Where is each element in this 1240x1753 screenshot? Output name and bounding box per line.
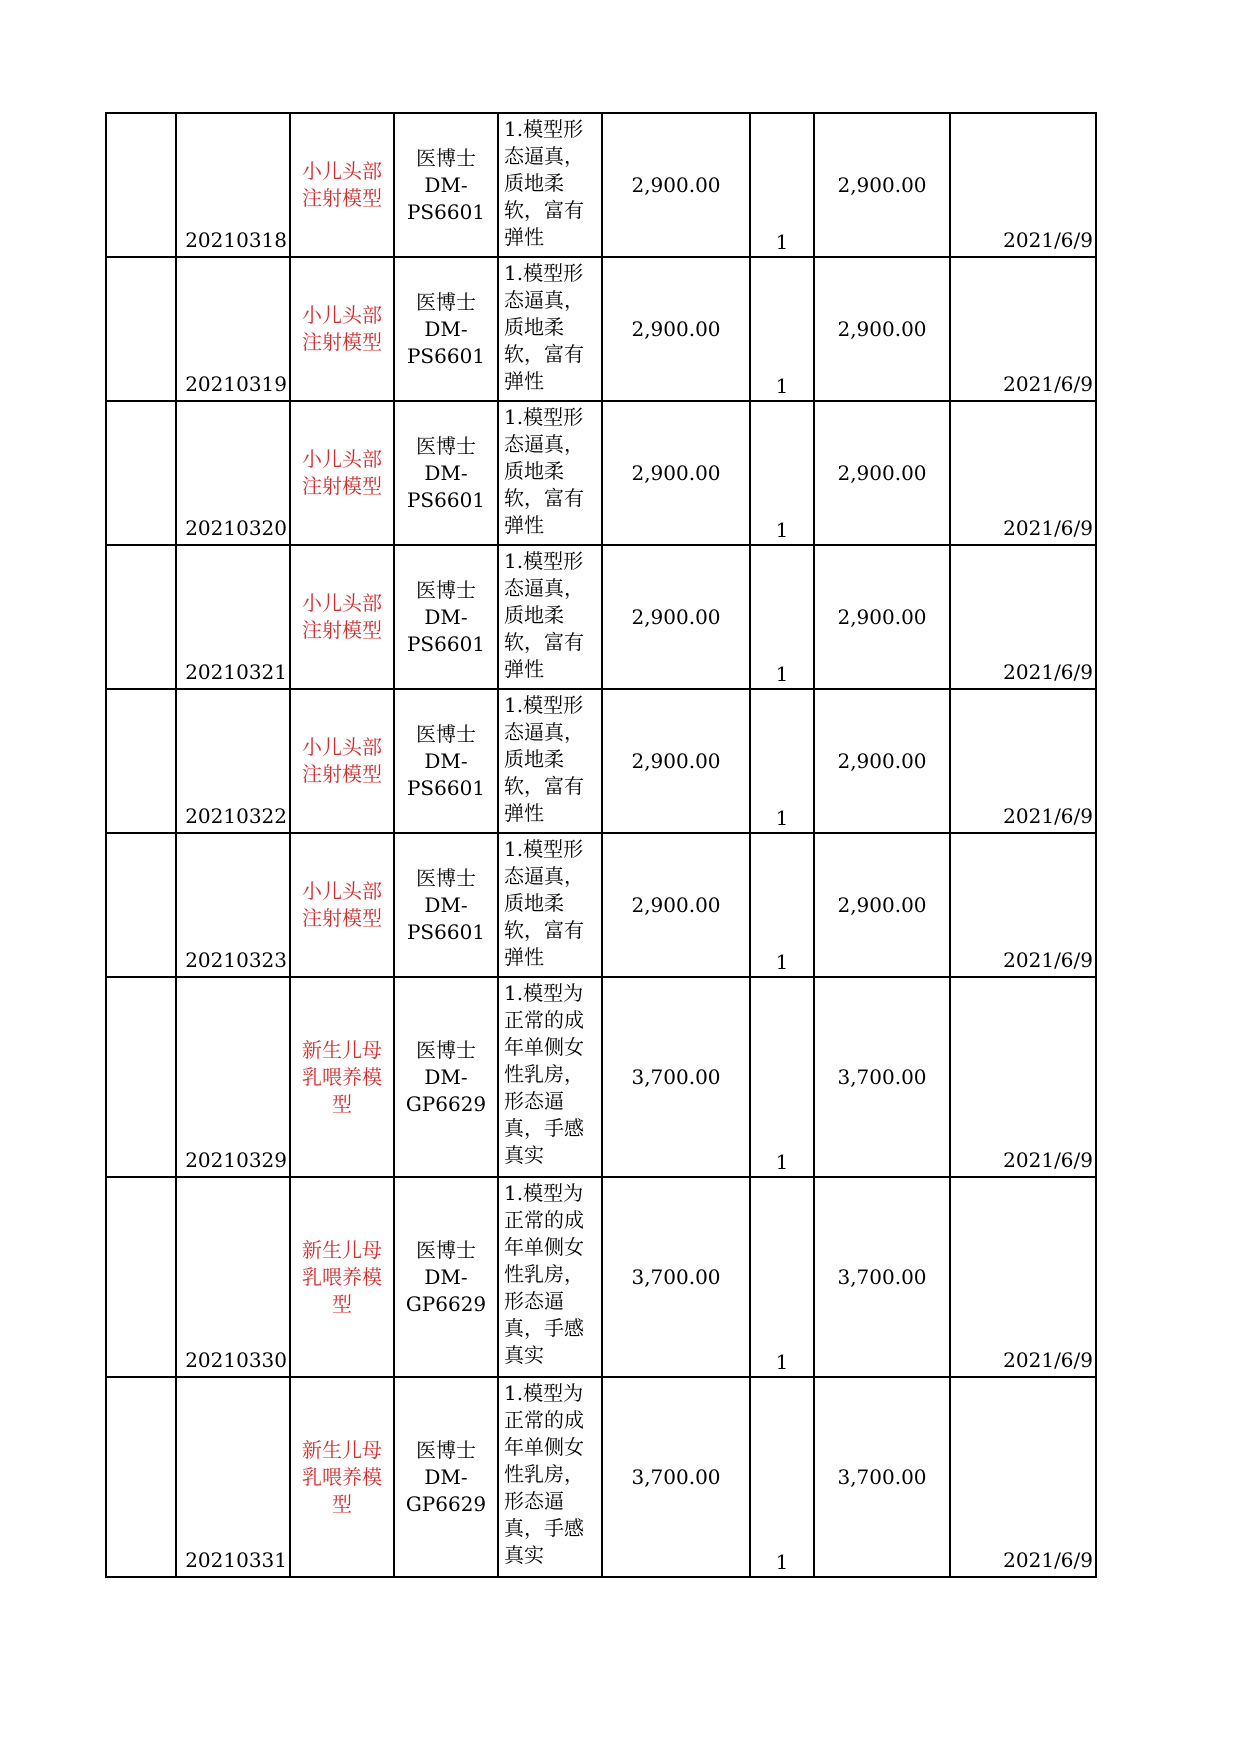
product-name-line: 型 bbox=[332, 1291, 352, 1316]
quantity-cell: 1 bbox=[750, 689, 814, 833]
empty-index-cell bbox=[106, 977, 176, 1177]
spec-description-line: 真实 bbox=[504, 1543, 544, 1567]
quantity-cell: 1 bbox=[750, 401, 814, 545]
spec-description-line: 1.模型形 bbox=[504, 837, 584, 861]
spec-description-line: 质地柔 bbox=[504, 747, 564, 771]
product-name-cell bbox=[290, 545, 394, 689]
spec-description-line: 质地柔 bbox=[504, 315, 564, 339]
product-name-line: 新生儿母 bbox=[302, 1437, 382, 1462]
product-name-cell bbox=[290, 257, 394, 401]
spec-description-line: 性乳房， bbox=[504, 1262, 584, 1286]
spec-description-line: 软，富有 bbox=[504, 918, 584, 942]
spec-description-line: 质地柔 bbox=[504, 603, 564, 627]
product-name-line: 新生儿母 bbox=[302, 1237, 382, 1262]
spec-description-line: 软，富有 bbox=[504, 198, 584, 222]
brand-model-line: PS6601 bbox=[406, 199, 486, 224]
brand-model-line: DM- bbox=[424, 1064, 468, 1089]
brand-model-line: 医博士 bbox=[416, 865, 476, 890]
spec-description-line: 弹性 bbox=[504, 801, 544, 825]
brand-model-line: 医博士 bbox=[416, 433, 476, 458]
empty-index-cell bbox=[106, 545, 176, 689]
equipment-table bbox=[105, 112, 1097, 1578]
spec-description-line: 态逼真， bbox=[504, 720, 584, 744]
date-cell: 2021/6/9 bbox=[950, 257, 1096, 401]
brand-model-cell bbox=[394, 977, 498, 1177]
date-cell: 2021/6/9 bbox=[950, 401, 1096, 545]
spec-description-line: 年单侧女 bbox=[504, 1235, 584, 1259]
spec-description-line: 年单侧女 bbox=[504, 1435, 584, 1459]
product-name-line: 小儿头部 bbox=[302, 735, 382, 759]
quantity-cell: 1 bbox=[750, 1377, 814, 1577]
product-name-line: 乳喂养模 bbox=[302, 1464, 382, 1489]
amount-cell: 3,700.00 bbox=[814, 1377, 950, 1577]
brand-model-line: 医博士 bbox=[416, 721, 476, 746]
brand-model-cell bbox=[394, 257, 498, 401]
brand-model-cell bbox=[394, 401, 498, 545]
empty-index-cell bbox=[106, 833, 176, 977]
spec-description-cell bbox=[498, 113, 602, 257]
quantity-cell: 1 bbox=[750, 257, 814, 401]
unit-price-cell: 2,900.00 bbox=[602, 545, 750, 689]
spec-description-line: 态逼真， bbox=[504, 864, 584, 888]
product-name-line: 小儿头部 bbox=[302, 303, 382, 327]
empty-index-cell bbox=[106, 113, 176, 257]
spec-description-cell bbox=[498, 401, 602, 545]
brand-model-cell bbox=[394, 545, 498, 689]
product-name-cell bbox=[290, 401, 394, 545]
empty-index-cell bbox=[106, 689, 176, 833]
quantity-cell: 1 bbox=[750, 113, 814, 257]
item-code-cell: 20210318 bbox=[176, 113, 290, 257]
amount-cell: 2,900.00 bbox=[814, 113, 950, 257]
table-row bbox=[106, 977, 1096, 1177]
unit-price-cell: 3,700.00 bbox=[602, 1177, 750, 1377]
spec-description-line: 形态逼 bbox=[504, 1489, 564, 1513]
date-cell: 2021/6/9 bbox=[950, 1377, 1096, 1577]
brand-model-line: PS6601 bbox=[406, 343, 486, 368]
brand-model-line: PS6601 bbox=[406, 775, 486, 800]
spec-description-line: 形态逼 bbox=[504, 1289, 564, 1313]
product-name-line: 小儿头部 bbox=[302, 447, 382, 471]
empty-index-cell bbox=[106, 1377, 176, 1577]
amount-cell: 3,700.00 bbox=[814, 977, 950, 1177]
spec-description-line: 弹性 bbox=[504, 225, 544, 249]
spec-description-cell bbox=[498, 1377, 602, 1577]
product-name-cell bbox=[290, 113, 394, 257]
brand-model-line: DM- bbox=[424, 316, 468, 341]
spec-description-line: 1.模型形 bbox=[504, 549, 584, 573]
brand-model-line: GP6629 bbox=[405, 1491, 487, 1516]
spec-description-line: 弹性 bbox=[504, 945, 544, 969]
brand-model-cell bbox=[394, 113, 498, 257]
table-row bbox=[106, 113, 1096, 257]
brand-model-cell bbox=[394, 1377, 498, 1577]
spec-description-line: 1.模型形 bbox=[504, 405, 584, 429]
spec-description-line: 态逼真， bbox=[504, 576, 584, 600]
spec-description-line: 1.模型为 bbox=[504, 1381, 584, 1405]
unit-price-cell: 3,700.00 bbox=[602, 1377, 750, 1577]
date-cell: 2021/6/9 bbox=[950, 545, 1096, 689]
product-name-cell bbox=[290, 689, 394, 833]
product-name-line: 乳喂养模 bbox=[302, 1264, 382, 1289]
unit-price-cell: 3,700.00 bbox=[602, 977, 750, 1177]
date-cell: 2021/6/9 bbox=[950, 113, 1096, 257]
brand-model-line: DM- bbox=[424, 1464, 468, 1489]
item-code-cell: 20210330 bbox=[176, 1177, 290, 1377]
brand-model-cell bbox=[394, 833, 498, 977]
brand-model-cell bbox=[394, 1177, 498, 1377]
product-name-cell bbox=[290, 977, 394, 1177]
product-name-line: 注射模型 bbox=[302, 474, 382, 498]
unit-price-cell: 2,900.00 bbox=[602, 833, 750, 977]
brand-model-line: PS6601 bbox=[406, 919, 486, 944]
product-name-line: 乳喂养模 bbox=[302, 1064, 382, 1089]
unit-price-cell: 2,900.00 bbox=[602, 689, 750, 833]
spec-description-line: 软，富有 bbox=[504, 486, 584, 510]
empty-index-cell bbox=[106, 257, 176, 401]
spec-description-line: 质地柔 bbox=[504, 459, 564, 483]
quantity-cell: 1 bbox=[750, 1177, 814, 1377]
spec-description-line: 弹性 bbox=[504, 657, 544, 681]
quantity-cell: 1 bbox=[750, 833, 814, 977]
spec-description-line: 性乳房， bbox=[504, 1062, 584, 1086]
brand-model-line: DM- bbox=[424, 748, 468, 773]
spec-description-line: 弹性 bbox=[504, 369, 544, 393]
date-cell: 2021/6/9 bbox=[950, 1177, 1096, 1377]
brand-model-line: DM- bbox=[424, 604, 468, 629]
spec-description-line: 1.模型形 bbox=[504, 261, 584, 285]
product-name-line: 小儿头部 bbox=[302, 159, 382, 183]
spec-description-line: 态逼真， bbox=[504, 432, 584, 456]
empty-index-cell bbox=[106, 401, 176, 545]
brand-model-line: 医博士 bbox=[416, 1437, 476, 1462]
product-name-line: 新生儿母 bbox=[302, 1037, 382, 1062]
product-name-line: 型 bbox=[332, 1091, 352, 1116]
product-name-line: 小儿头部 bbox=[302, 879, 382, 903]
table-row bbox=[106, 1377, 1096, 1577]
spec-description-line: 软，富有 bbox=[504, 774, 584, 798]
amount-cell: 2,900.00 bbox=[814, 545, 950, 689]
product-name-cell bbox=[290, 1377, 394, 1577]
item-code-cell: 20210323 bbox=[176, 833, 290, 977]
spec-description-line: 质地柔 bbox=[504, 171, 564, 195]
amount-cell: 2,900.00 bbox=[814, 401, 950, 545]
brand-model-line: GP6629 bbox=[405, 1091, 487, 1116]
brand-model-line: GP6629 bbox=[405, 1291, 487, 1316]
amount-cell: 2,900.00 bbox=[814, 257, 950, 401]
product-name-line: 注射模型 bbox=[302, 618, 382, 642]
product-name-line: 型 bbox=[332, 1491, 352, 1516]
brand-model-line: PS6601 bbox=[406, 631, 486, 656]
spec-description-line: 1.模型形 bbox=[504, 693, 584, 717]
spec-description-line: 真实 bbox=[504, 1143, 544, 1167]
spec-description-cell bbox=[498, 1177, 602, 1377]
unit-price-cell: 2,900.00 bbox=[602, 257, 750, 401]
spec-description-cell bbox=[498, 689, 602, 833]
spec-description-line: 1.模型为 bbox=[504, 1181, 584, 1205]
table-row bbox=[106, 401, 1096, 545]
table-row bbox=[106, 689, 1096, 833]
spec-description-cell bbox=[498, 833, 602, 977]
amount-cell: 3,700.00 bbox=[814, 1177, 950, 1377]
spec-description-cell bbox=[498, 977, 602, 1177]
empty-index-cell bbox=[106, 1177, 176, 1377]
product-name-line: 注射模型 bbox=[302, 330, 382, 354]
quantity-cell: 1 bbox=[750, 545, 814, 689]
spec-description-line: 态逼真， bbox=[504, 288, 584, 312]
table-row bbox=[106, 257, 1096, 401]
brand-model-line: DM- bbox=[424, 1264, 468, 1289]
item-code-cell: 20210329 bbox=[176, 977, 290, 1177]
spec-description-line: 正常的成 bbox=[504, 1208, 584, 1232]
table-row bbox=[106, 1177, 1096, 1377]
spec-description-line: 年单侧女 bbox=[504, 1035, 584, 1059]
brand-model-line: 医博士 bbox=[416, 1237, 476, 1262]
spec-description-line: 软，富有 bbox=[504, 342, 584, 366]
spec-description-cell bbox=[498, 257, 602, 401]
spec-description-line: 软，富有 bbox=[504, 630, 584, 654]
spec-description-line: 态逼真， bbox=[504, 144, 584, 168]
spec-description-line: 1.模型形 bbox=[504, 117, 584, 141]
spec-description-line: 真，手感 bbox=[504, 1116, 584, 1140]
spec-description-line: 正常的成 bbox=[504, 1008, 584, 1032]
item-code-cell: 20210319 bbox=[176, 257, 290, 401]
spec-description-line: 真，手感 bbox=[504, 1516, 584, 1540]
brand-model-line: DM- bbox=[424, 172, 468, 197]
product-name-line: 小儿头部 bbox=[302, 591, 382, 615]
brand-model-line: 医博士 bbox=[416, 145, 476, 170]
quantity-cell: 1 bbox=[750, 977, 814, 1177]
brand-model-line: DM- bbox=[424, 892, 468, 917]
product-name-cell bbox=[290, 1177, 394, 1377]
item-code-cell: 20210331 bbox=[176, 1377, 290, 1577]
item-code-cell: 20210321 bbox=[176, 545, 290, 689]
spec-description-cell bbox=[498, 545, 602, 689]
spec-description-line: 形态逼 bbox=[504, 1089, 564, 1113]
item-code-cell: 20210322 bbox=[176, 689, 290, 833]
brand-model-line: 医博士 bbox=[416, 577, 476, 602]
brand-model-cell bbox=[394, 689, 498, 833]
spec-description-line: 正常的成 bbox=[504, 1408, 584, 1432]
spec-description-line: 1.模型为 bbox=[504, 981, 584, 1005]
spec-description-line: 质地柔 bbox=[504, 891, 564, 915]
table-body bbox=[106, 113, 1096, 1577]
brand-model-line: PS6601 bbox=[406, 487, 486, 512]
brand-model-line: 医博士 bbox=[416, 1037, 476, 1062]
product-name-line: 注射模型 bbox=[302, 906, 382, 930]
product-name-cell bbox=[290, 833, 394, 977]
spec-description-line: 真实 bbox=[504, 1343, 544, 1367]
table-row bbox=[106, 545, 1096, 689]
unit-price-cell: 2,900.00 bbox=[602, 401, 750, 545]
date-cell: 2021/6/9 bbox=[950, 833, 1096, 977]
brand-model-line: 医博士 bbox=[416, 289, 476, 314]
spec-description-line: 性乳房， bbox=[504, 1462, 584, 1486]
date-cell: 2021/6/9 bbox=[950, 689, 1096, 833]
spec-description-line: 真，手感 bbox=[504, 1316, 584, 1340]
date-cell: 2021/6/9 bbox=[950, 977, 1096, 1177]
item-code-cell: 20210320 bbox=[176, 401, 290, 545]
product-name-line: 注射模型 bbox=[302, 186, 382, 210]
spec-description-line: 弹性 bbox=[504, 513, 544, 537]
amount-cell: 2,900.00 bbox=[814, 833, 950, 977]
amount-cell: 2,900.00 bbox=[814, 689, 950, 833]
table-row bbox=[106, 833, 1096, 977]
unit-price-cell: 2,900.00 bbox=[602, 113, 750, 257]
brand-model-line: DM- bbox=[424, 460, 468, 485]
product-name-line: 注射模型 bbox=[302, 762, 382, 786]
